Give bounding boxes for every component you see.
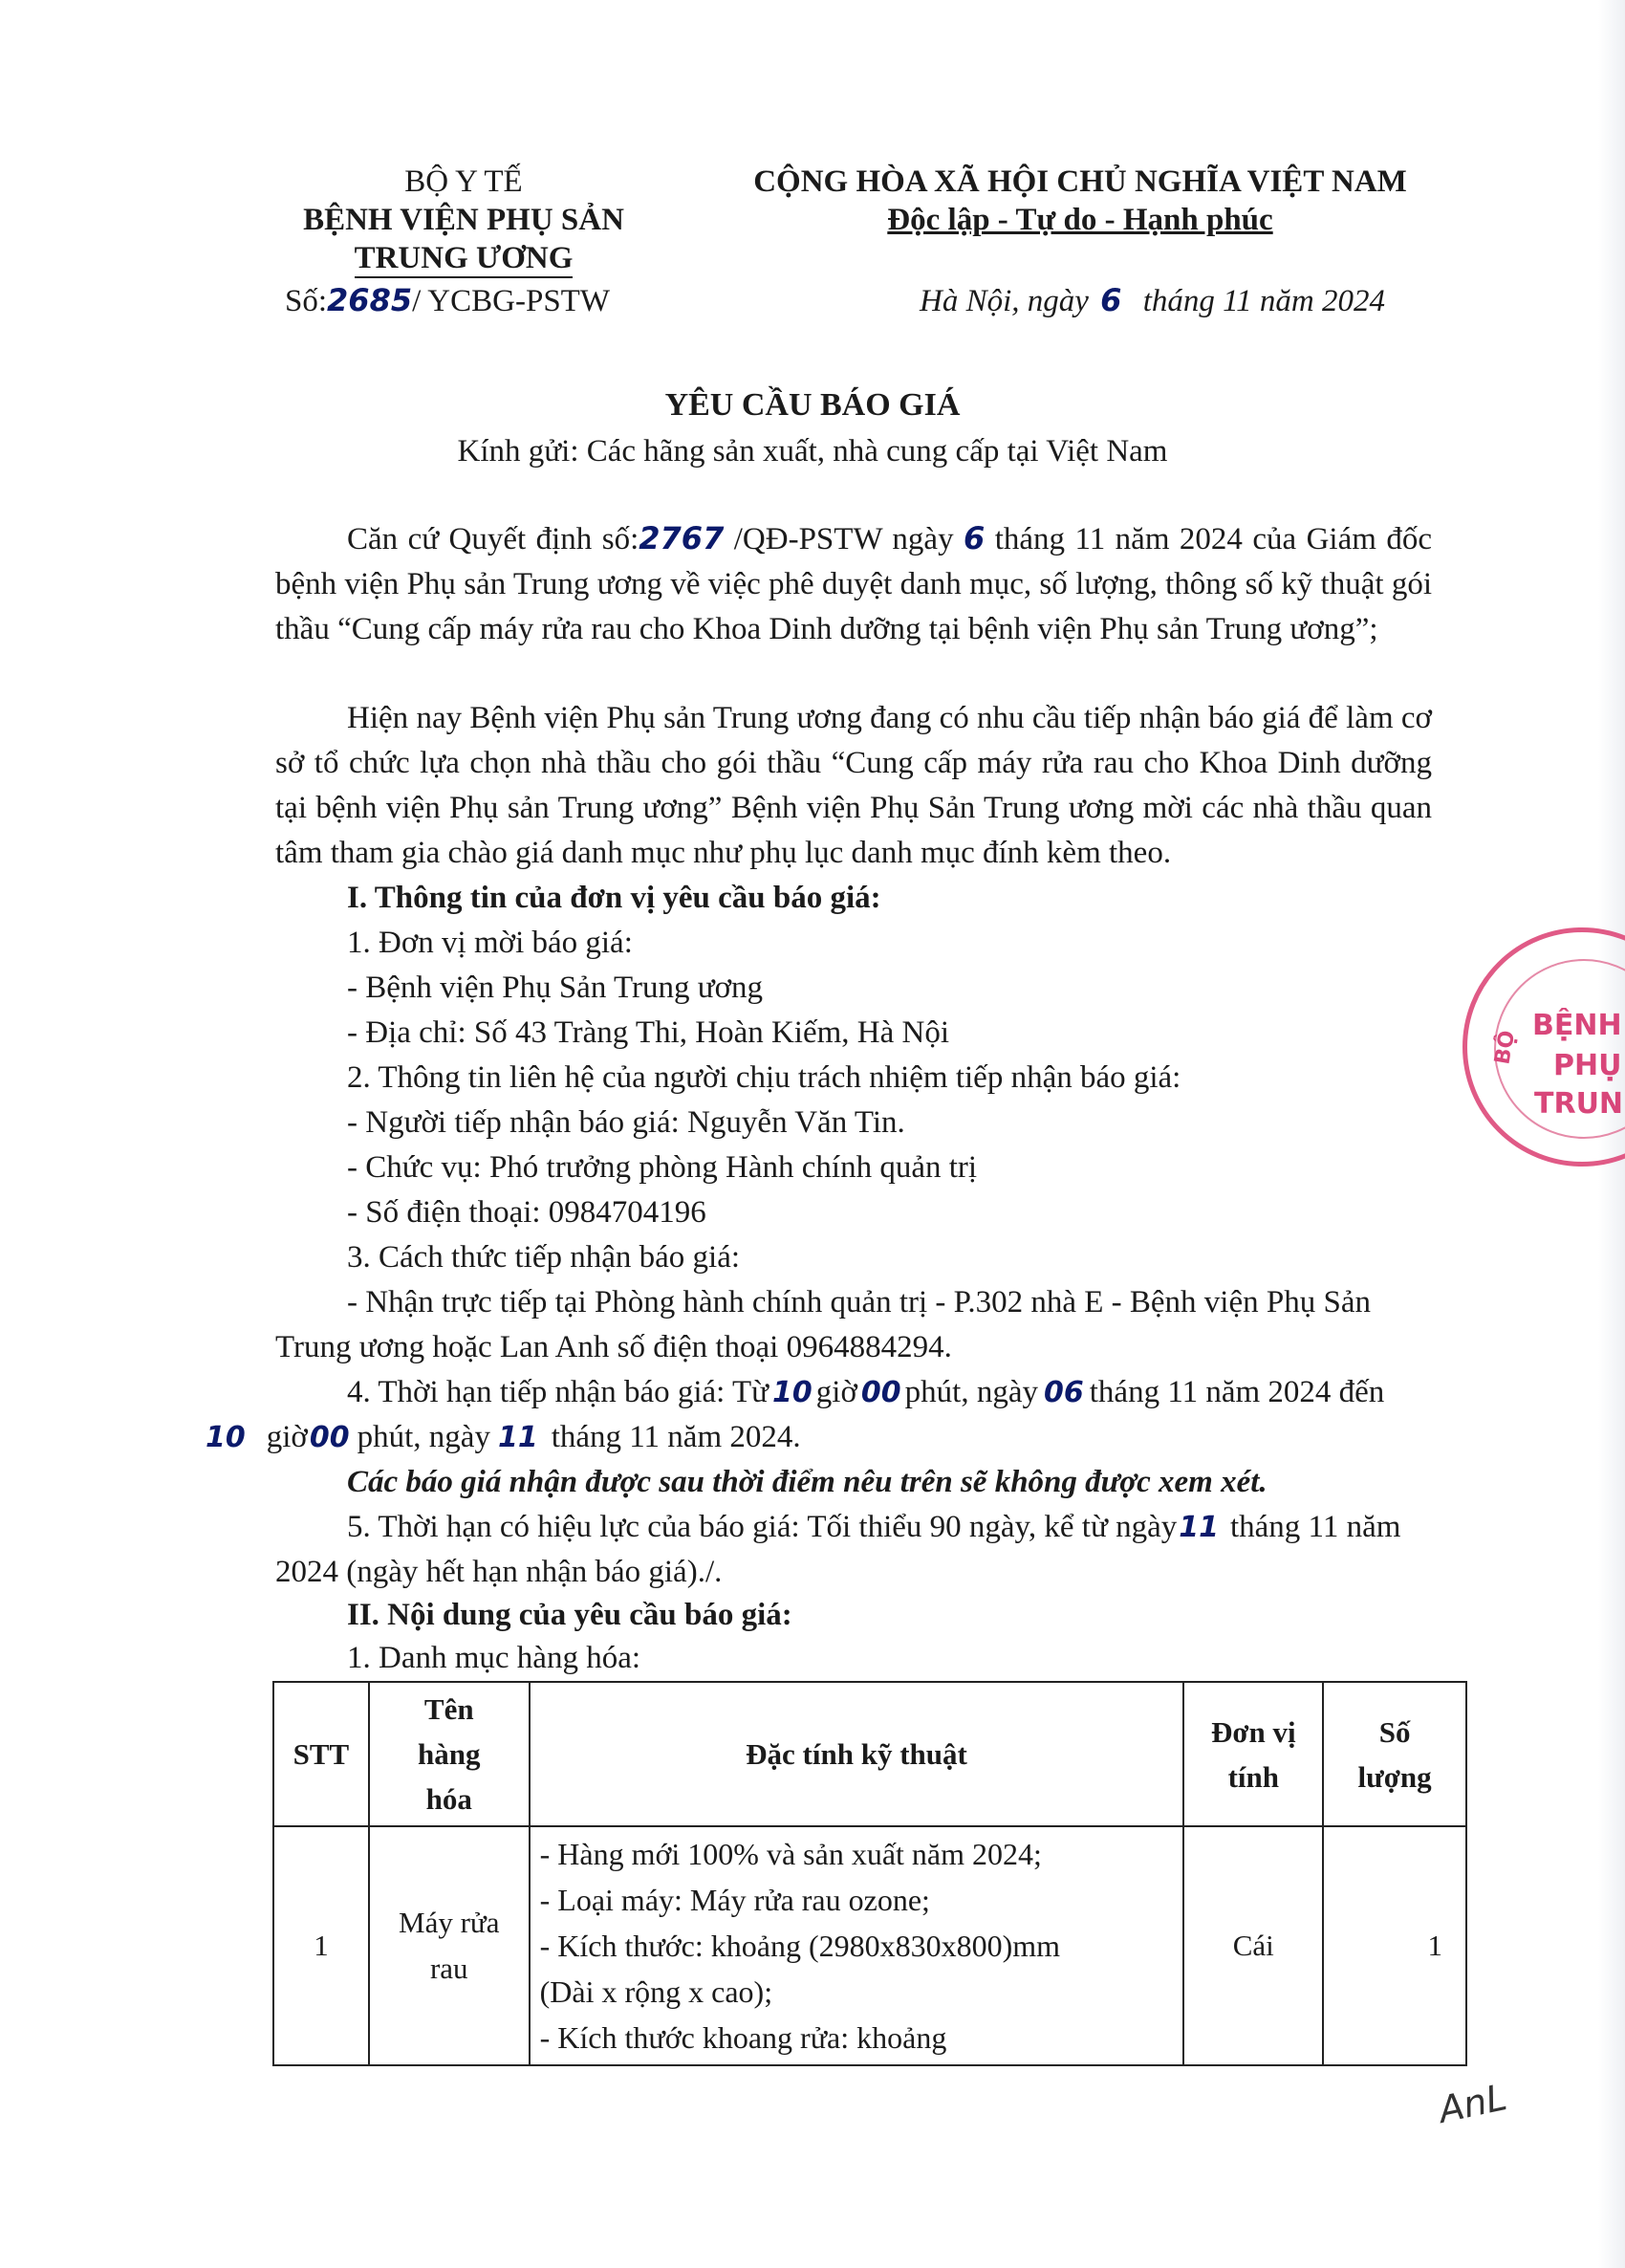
deadline-text-to-month: tháng 11 năm 2024. — [551, 1420, 801, 1454]
date-prefix: Hà Nội, ngày — [920, 284, 1089, 318]
row-name-line2: rau — [429, 1952, 468, 1985]
validity-line1 — [347, 1505, 1400, 1550]
hospital-name-line2: TRUNG ƯƠNG — [355, 240, 574, 278]
ministry-name: BỘ Y TẾ — [404, 164, 523, 199]
spec-line: (Dài x rộng x cao); — [539, 1974, 773, 2009]
decision-day-handwritten: 6 — [964, 520, 986, 556]
row-goods-name — [369, 1826, 530, 2065]
receive-method-line2: Trung ương hoặc Lan Anh số điện thoại 0964884294. — [275, 1330, 952, 1364]
spec-line: - Loại máy: Máy rửa rau ozone; — [539, 1883, 930, 1917]
late-notice: Các báo giá nhận được sau thời điểm nêu trên sẽ không được xem xét. — [347, 1465, 1268, 1499]
header-name-word2: hàng — [418, 1737, 481, 1771]
validity-month-text: tháng 11 năm — [1229, 1510, 1401, 1544]
recipient-line: Kính gửi: Các hãng sản xuất, nhà cung cấp tại Việt Nam — [457, 434, 1168, 469]
header-qty-word2: lượng — [1357, 1759, 1432, 1794]
unit-address: - Địa chỉ: Số 43 Tràng Thi, Hoàn Kiếm, Hà Nội — [347, 1015, 950, 1050]
header-left — [272, 163, 655, 278]
deadline-line1 — [347, 1370, 1384, 1415]
section1-item2: 2. Thông tin liên hệ của người chịu trách nhiệm tiếp nhận báo giá: — [347, 1060, 1181, 1095]
issue-date — [920, 279, 1385, 322]
basis-part2: /QĐ-PSTW ngày — [724, 522, 964, 556]
header-unit — [1183, 1682, 1323, 1826]
validity-line2: 2024 (ngày hết hạn nhận báo giá)./. — [275, 1555, 723, 1589]
spec-line: - Kích thước khoang rửa: khoảng — [539, 2020, 947, 2055]
goods-table — [272, 1681, 1467, 2066]
official-stamp — [1462, 927, 1625, 1167]
inviting-unit: - Bệnh viện Phụ Sản Trung ương — [347, 970, 764, 1005]
section1-item3: 3. Cách thức tiếp nhận báo giá: — [347, 1240, 741, 1275]
deadline-text-to-day: phút, ngày — [357, 1420, 490, 1454]
to-hour-handwritten: 10 — [206, 1421, 246, 1454]
header-name-word1: Tên — [423, 1692, 474, 1726]
national-motto: Độc lập - Tự do - Hạnh phúc — [887, 203, 1273, 237]
spec-line: - Kích thước: khoảng (2980x830x800)mm — [539, 1929, 1061, 1963]
header-qty-word1: Số — [1378, 1714, 1411, 1749]
hospital-name-line1: BỆNH VIỆN PHỤ SẢN — [303, 203, 624, 237]
basis-part1: Căn cứ Quyết định số: — [347, 522, 639, 556]
deadline-text-hour: giờ — [815, 1375, 857, 1409]
basis-paragraph — [275, 516, 1432, 652]
decision-number-handwritten: 2767 — [639, 520, 725, 556]
to-day-handwritten: 11 — [497, 1421, 538, 1454]
doc-no-suffix: / YCBG-PSTW — [412, 284, 610, 318]
header-unit-word1: Đơn vị — [1210, 1714, 1296, 1749]
receiver-name: - Người tiếp nhận báo giá: Nguyễn Văn Tin. — [347, 1105, 905, 1140]
table-row — [273, 1826, 1466, 2065]
date-suffix: tháng 11 năm 2024 — [1142, 284, 1385, 318]
row-unit: Cái — [1183, 1826, 1323, 2065]
stamp-text-side: BỘ — [1490, 1028, 1521, 1067]
deadline-text-from: 4. Thời hạn tiếp nhận báo giá: Từ — [347, 1375, 769, 1409]
document-number — [285, 279, 610, 322]
row-specifications — [530, 1826, 1184, 2065]
intro-paragraph: Hiện nay Bệnh viện Phụ sản Trung ương đang có nhu cầu tiếp nhận báo giá để làm cơ sở tổ chức lựa chọn nhà thầu cho gói thầu “Cung cấp máy rửa rau cho Khoa Dinh dưỡng tại bệnh viện Phụ sản Trung ương” Bệnh viện Phụ Sản Trung ương mời các nhà thầu quan tâm tham gia chào giá danh mục như phụ lục danh mục đính kèm theo. — [275, 701, 1432, 870]
deadline-text-to-hour: giờ — [266, 1420, 308, 1454]
spec-line: - Hàng mới 100% và sản xuất năm 2024; — [539, 1837, 1042, 1871]
receiver-position: - Chức vụ: Phó trưởng phòng Hành chính quản trị — [347, 1150, 978, 1185]
stamp-text-line2: PHỤ — [1553, 1049, 1622, 1082]
section2-item1: 1. Danh mục hàng hóa: — [347, 1641, 641, 1675]
table-header-row — [273, 1682, 1466, 1826]
deadline-line2 — [206, 1415, 801, 1460]
header-quantity — [1323, 1682, 1466, 1826]
deadline-text-day: phút, ngày — [904, 1375, 1038, 1409]
doc-no-prefix: Số: — [285, 284, 328, 318]
deadline-text-month: tháng 11 năm 2024 đến — [1089, 1375, 1385, 1409]
basis-part3: tháng 11 năm 2024 của Giám đốc bệnh viện Phụ sản Trung ương về việc phê duyệt danh mục, số lượng, thông số kỹ thuật gói thầu “Cung cấp máy rửa rau cho Khoa Dinh dưỡng tại bệnh viện Phụ sản Trung ương”; — [275, 522, 1432, 646]
section2-heading: II. Nội dung của yêu cầu báo giá: — [347, 1598, 792, 1632]
header-name-word3: hóa — [425, 1782, 472, 1816]
receiver-phone: - Số điện thoại: 0984704196 — [347, 1195, 706, 1230]
handwritten-initials: AnL — [1435, 2076, 1511, 2131]
section1-item1: 1. Đơn vị mời báo giá: — [347, 926, 633, 960]
from-minute-handwritten: 00 — [860, 1376, 901, 1409]
header-unit-word2: tính — [1227, 1759, 1279, 1794]
header-right — [736, 163, 1424, 239]
section1-heading: I. Thông tin của đơn vị yêu cầu báo giá: — [347, 881, 881, 915]
row-name-line1: Máy rửa — [399, 1906, 500, 1939]
header-specifications: Đặc tính kỹ thuật — [530, 1682, 1184, 1826]
validity-day-handwritten: 11 — [1179, 1511, 1219, 1544]
row-stt: 1 — [273, 1826, 369, 2065]
nation-name: CỘNG HÒA XÃ HỘI CHỦ NGHĨA VIỆT NAM — [753, 164, 1407, 199]
doc-no-handwritten: 2685 — [327, 282, 413, 318]
stamp-text-line1: BỆNH — [1532, 1009, 1622, 1042]
header-stt: STT — [273, 1682, 369, 1826]
date-day-handwritten: 6 — [1100, 282, 1122, 318]
from-hour-handwritten: 10 — [772, 1376, 812, 1409]
receive-method-line1: - Nhận trực tiếp tại Phòng hành chính quản trị - P.302 nhà E - Bệnh viện Phụ Sản — [347, 1285, 1371, 1319]
from-day-handwritten: 06 — [1044, 1376, 1084, 1409]
to-minute-handwritten: 00 — [309, 1421, 350, 1454]
document-title: YÊU CẦU BÁO GIÁ — [664, 387, 961, 423]
stamp-text-line3: TRUN — [1534, 1087, 1624, 1121]
row-quantity: 1 — [1323, 1826, 1466, 2065]
validity-text: 5. Thời hạn có hiệu lực của báo giá: Tối thiểu 90 ngày, kể từ ngày — [347, 1510, 1178, 1544]
header-goods-name — [369, 1682, 530, 1826]
